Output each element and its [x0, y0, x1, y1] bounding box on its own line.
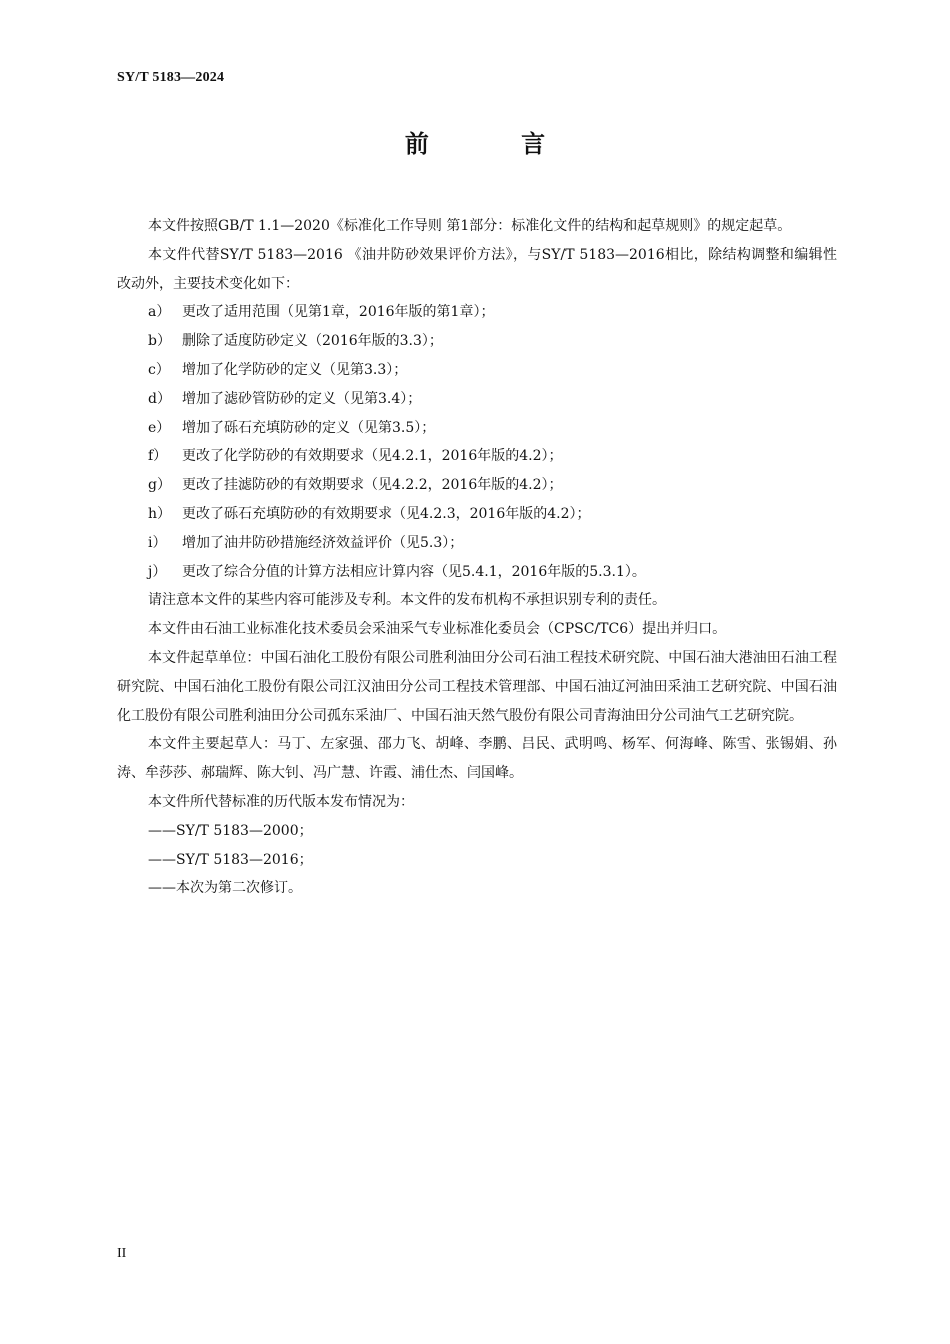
- proposer-paragraph: 本文件由石油工业标准化技术委员会采油采气专业标准化委员会（CPSC/TC6）提出并归口。: [148, 621, 727, 638]
- list-item: [117, 442, 837, 471]
- list-item: [117, 558, 837, 587]
- list-marker: e）: [148, 419, 171, 436]
- list-item: [117, 356, 837, 385]
- list-item: [117, 471, 837, 500]
- drafters-paragraph: 本文件主要起草人：马丁、左家强、邵力飞、胡峰、李鹏、吕民、武明鸣、杨军、何海峰、陈雪、张锡娟、孙涛、牟莎莎、郝瑞辉、陈大钊、冯广慧、许霞、浦仕杰、闫国峰。: [117, 736, 837, 782]
- list-marker: h）: [148, 505, 172, 522]
- list-item: [117, 529, 837, 558]
- standard-code: SY/T 5183—2024: [117, 70, 225, 85]
- history-item: ——SY/T 5183—2000；: [148, 822, 313, 839]
- page-number: II: [117, 1246, 127, 1261]
- change-list: [117, 298, 837, 586]
- history-item: ——本次为第二次修订。: [148, 880, 302, 897]
- list-marker: b）: [148, 333, 171, 350]
- list-marker: j）: [148, 563, 167, 580]
- version-history-list: [117, 817, 837, 903]
- list-item-text: 更改了化学防砂的有效期要求（见4.2.1，2016年版的4.2）；: [182, 448, 563, 465]
- document-body: [117, 212, 837, 903]
- list-marker: d）: [148, 390, 171, 407]
- list-item: [117, 500, 837, 529]
- list-item: [117, 298, 837, 327]
- list-marker: i）: [148, 534, 167, 551]
- list-item-text: 增加了滤砂管防砂的定义（见第3.4）；: [182, 390, 422, 407]
- drafting-units-paragraph: 本文件起草单位：中国石油化工股份有限公司胜利油田分公司石油工程技术研究院、中国石油大港油田石油工程研究院、中国石油化工股份有限公司江汉油田分公司工程技术管理部、中国石油辽河油田采油工艺研究院、中国石油化工股份有限公司胜利油田分公司孤东采油厂、中国石油天然气股份有限公司青海油田分公司油气工艺研究院。: [117, 649, 837, 724]
- list-marker: c）: [148, 361, 170, 378]
- list-item-text: 更改了适用范围（见第1章，2016年版的第1章）；: [182, 304, 495, 321]
- list-item-text: 增加了化学防砂的定义（见第3.3）；: [182, 361, 408, 378]
- history-intro: 本文件所代替标准的历代版本发布情况为：: [148, 793, 414, 810]
- replacement-paragraph: 本文件代替SY/T 5183—2016 《油井防砂效果评价方法》，与SY/T 5183—2016相比，除结构调整和编辑性改动外，主要技术变化如下：: [117, 246, 837, 292]
- list-marker: a）: [148, 304, 171, 321]
- list-item-text: 增加了油井防砂措施经济效益评价（见5.3）；: [182, 534, 464, 551]
- list-item-text: 增加了砾石充填防砂的定义（见第3.5）；: [182, 419, 436, 436]
- list-marker: g）: [148, 477, 171, 494]
- list-item-text: 更改了挂滤防砂的有效期要求（见4.2.2，2016年版的4.2）；: [182, 477, 563, 494]
- list-item-text: 更改了砾石充填防砂的有效期要求（见4.2.3，2016年版的4.2）；: [182, 505, 591, 522]
- drafting-rule-paragraph: 本文件按照GB/T 1.1—2020《标准化工作导则 第1部分：标准化文件的结构和起草规则》的规定起草。: [148, 218, 792, 234]
- patent-notice: 请注意本文件的某些内容可能涉及专利。本文件的发布机构不承担识别专利的责任。: [148, 592, 666, 609]
- list-item-text: 删除了适度防砂定义（2016年版的3.3）；: [182, 333, 443, 350]
- history-item: ——SY/T 5183—2016；: [148, 851, 313, 868]
- list-item: [117, 414, 837, 443]
- list-item-text: 更改了综合分值的计算方法相应计算内容（见5.4.1，2016年版的5.3.1）。: [182, 563, 646, 580]
- page-title: 前 言: [404, 129, 588, 158]
- list-marker: f）: [148, 448, 168, 465]
- list-item: [117, 385, 837, 414]
- list-item: [117, 327, 837, 356]
